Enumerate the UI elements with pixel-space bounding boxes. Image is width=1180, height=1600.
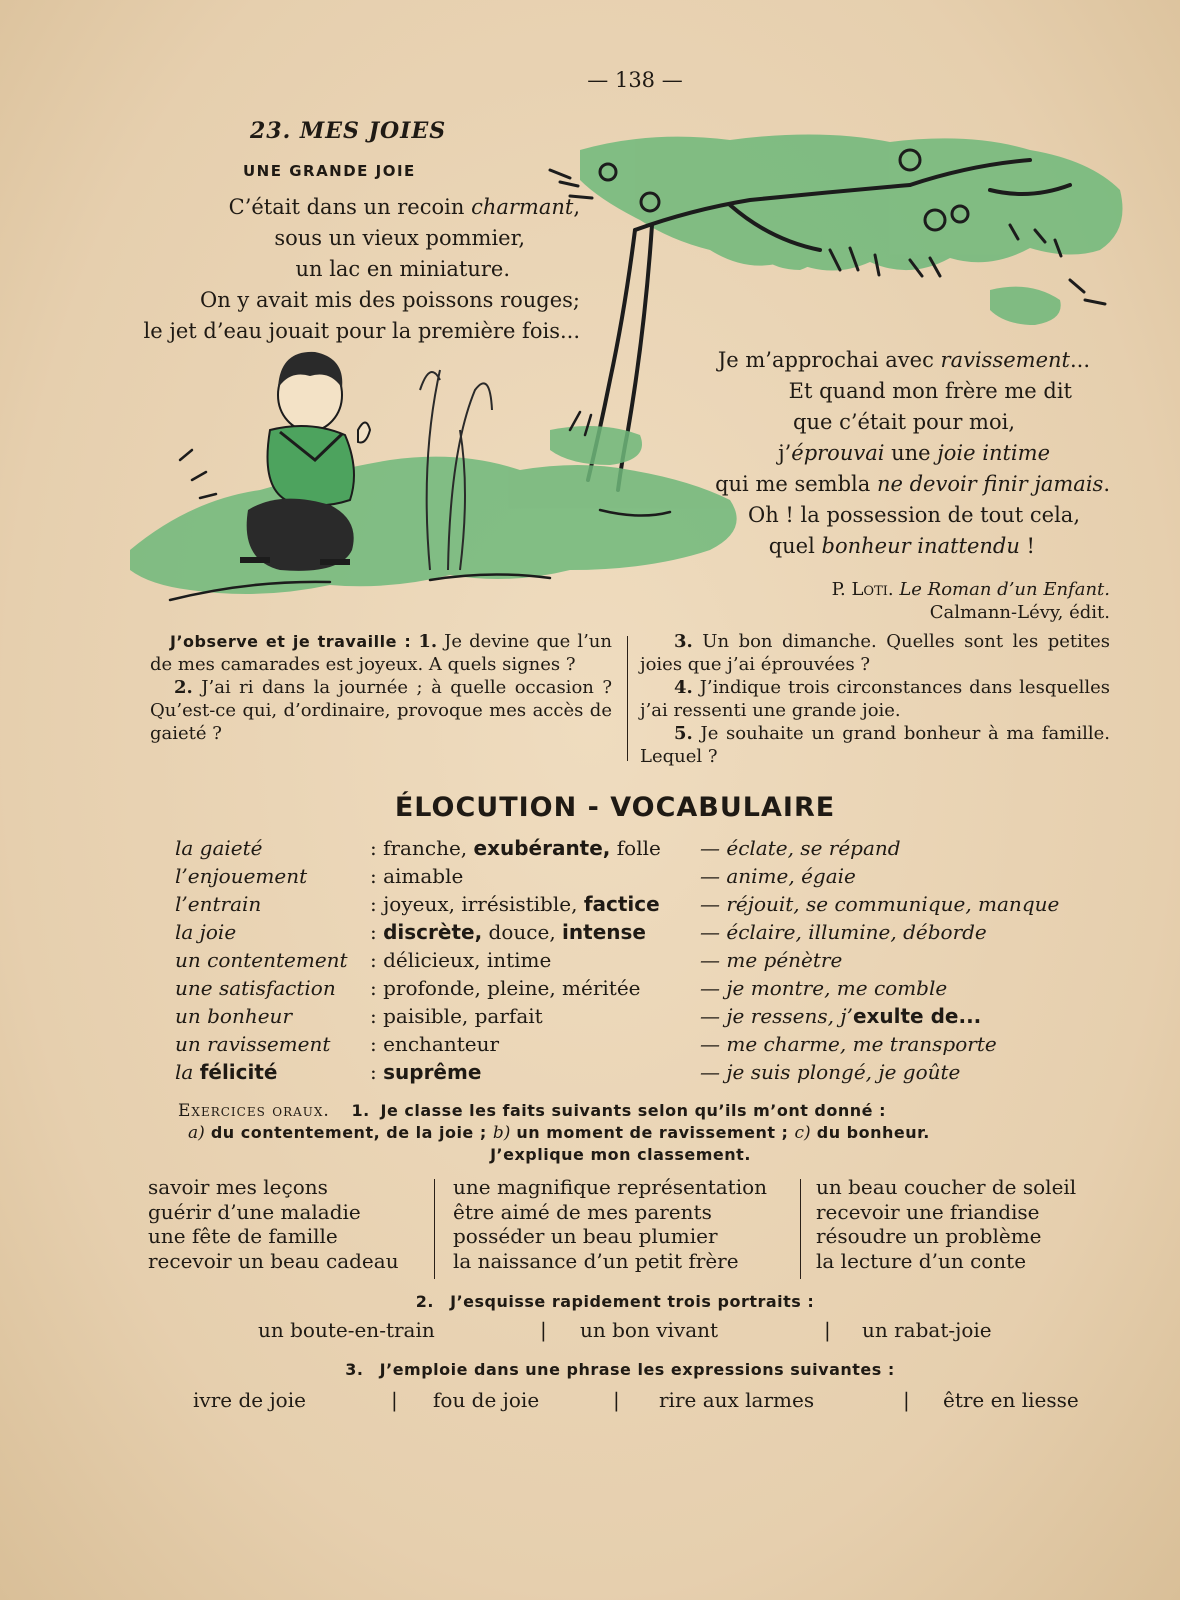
poem-left-stanza <box>120 192 580 347</box>
facts-column-3 <box>816 1175 1076 1273</box>
expression-item: rire aux larmes <box>659 1388 815 1412</box>
portrait-item: un boute-en-train <box>258 1318 435 1342</box>
poem-line: Je m’approchai avec ravissement... <box>717 348 1090 372</box>
child-figure <box>240 352 370 571</box>
questions-right-column <box>640 630 1110 768</box>
separator: | <box>903 1388 910 1412</box>
separator: | <box>391 1388 398 1412</box>
list-item: la lecture d’un conte <box>816 1248 1027 1273</box>
separator: | <box>613 1388 620 1412</box>
expression-item: être en liesse <box>943 1388 1079 1412</box>
poem-attribution <box>690 578 1110 624</box>
poem-right-stanza <box>650 345 1110 562</box>
poem-line: que c’était pour moi, <box>793 410 1015 434</box>
column-divider <box>434 1179 435 1279</box>
list-item: une magnifique représentation <box>453 1175 768 1199</box>
poem-line: j’éprouvai une joie intime <box>778 441 1050 465</box>
question-4: 4. J’indique trois circonstances dans lesquelles j’ai ressenti une grande joie. <box>640 677 1110 721</box>
vocab-row: l’entrain : joyeux, irrésistible, factice — réjouit, se communique, manque <box>175 892 1060 916</box>
list-item: une fête de famille <box>148 1224 338 1248</box>
list-item: guérir d’une maladie <box>148 1199 361 1224</box>
section-title: ÉLOCUTION - VOCABULAIRE <box>394 792 836 823</box>
vocab-row: un contentement : délicieux, intime — me pénètre <box>175 948 843 972</box>
exercise-3-heading: 3. J’emploie dans une phrase les expressions suivantes : <box>345 1360 895 1379</box>
vocab-row: un bonheur : paisible, parfait — je ressens, j’exulte de... <box>175 1004 982 1028</box>
vocab-row: une satisfaction : profonde, pleine, méritée — je montre, me comble <box>175 976 948 1000</box>
separator: | <box>540 1318 547 1342</box>
vocab-row: la félicité : suprême — je suis plongé, je goûte <box>175 1060 961 1084</box>
expression-item: fou de joie <box>433 1388 540 1412</box>
question-2: 2. J’ai ri dans la journée ; à quelle occasion ? Qu’est-ce qui, d’ordinaire, provoque mes accès de gaieté ? <box>150 677 612 744</box>
exercise-2-heading: 2. J’esquisse rapidement trois portraits : <box>415 1292 815 1311</box>
poem-line: Et quand mon frère me dit <box>788 379 1072 403</box>
poem-line: le jet d’eau jouait pour la première fois... <box>143 319 580 343</box>
list-item: un beau coucher de soleil <box>816 1175 1077 1199</box>
list-item: recevoir un beau cadeau <box>148 1248 399 1273</box>
column-divider <box>627 636 628 761</box>
tree-foliage <box>580 134 1123 325</box>
question-1: J’observe et je travaille : 1. Je devine que l’un de mes camarades est joyeux. A quels signes ? <box>150 631 612 675</box>
lesson-subtitle: UNE GRANDE JOIE <box>243 162 416 180</box>
lesson-title: 23. MES JOIES <box>250 118 447 144</box>
poem-line: On y avait mis des poissons rouges; <box>200 288 580 312</box>
vocab-row: la gaieté : franche, exubérante, folle — éclate, se répand <box>175 836 901 860</box>
list-item: être aimé de mes parents <box>453 1199 712 1224</box>
poem-line: qui me sembla ne devoir finir jamais. <box>715 472 1110 496</box>
poem-line: quel bonheur inattendu ! <box>768 534 1035 558</box>
list-item: la naissance d’un petit frère <box>453 1248 739 1273</box>
separator: | <box>824 1318 831 1342</box>
page-number: — 138 — <box>587 68 683 92</box>
author-name: P. Loti. <box>831 579 894 600</box>
portrait-item: un rabat-joie <box>862 1318 992 1342</box>
poem-line: C’était dans un recoin charmant, <box>228 195 580 219</box>
list-item: savoir mes leçons <box>148 1175 328 1199</box>
question-3: 3. Un bon dimanche. Quelles sont les petites joies que j’ai éprouvées ? <box>640 631 1110 675</box>
facts-column-2 <box>453 1175 767 1273</box>
list-item: posséder un beau plumier <box>453 1224 718 1248</box>
question-5: 5. Je souhaite un grand bonheur à ma famille. Lequel ? <box>640 723 1110 767</box>
vocab-row: la joie : discrète, douce, intense — éclaire, illumine, déborde <box>175 920 987 944</box>
ground-grass <box>130 426 737 594</box>
portrait-item: un bon vivant <box>580 1318 719 1342</box>
poem-line: Oh ! la possession de tout cela, <box>748 503 1080 527</box>
list-item: recevoir une friandise <box>816 1199 1040 1224</box>
poem-line: un lac en miniature. <box>295 257 510 281</box>
facts-column-1 <box>148 1175 399 1273</box>
questions-left-column <box>150 630 612 745</box>
vocab-row: l’enjouement : aimable — anime, égaie <box>175 864 856 888</box>
publisher: Calmann-Lévy, édit. <box>929 602 1110 623</box>
work-title: Le Roman d’un Enfant. <box>899 579 1110 600</box>
exercise-1-heading: Exercices oraux. 1. Je classe les faits suivants selon qu’ils m’ont donné : a) du contentement, de la joie ; b) un moment de ravissement ; c) du bonheur. J’explique mon classement. <box>178 1101 930 1164</box>
expression-item: ivre de joie <box>193 1388 306 1412</box>
list-item: résoudre un problème <box>816 1224 1042 1248</box>
column-divider <box>800 1179 801 1279</box>
vocab-row: un ravissement : enchanteur — me charme, me transporte <box>175 1032 997 1056</box>
poem-line: sous un vieux pommier, <box>274 226 525 250</box>
